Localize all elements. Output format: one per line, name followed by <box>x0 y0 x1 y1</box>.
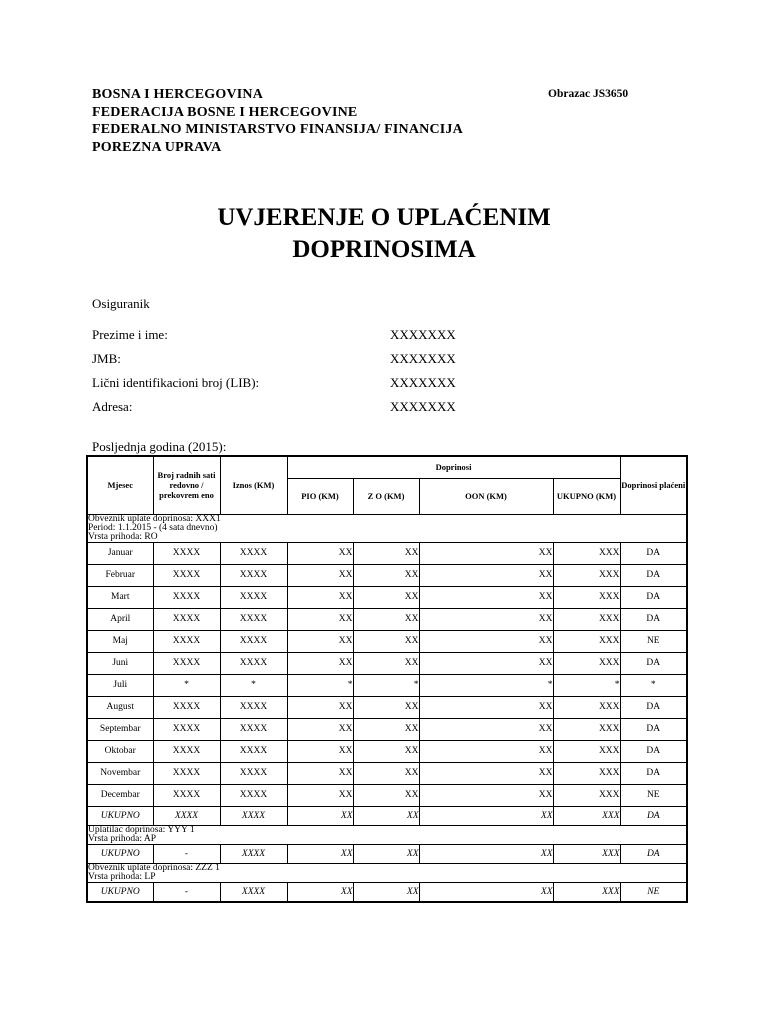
zo-cell: XX <box>353 762 419 784</box>
total-cell: XXX <box>553 696 620 718</box>
title-line-1: UVJERENJE O UPLAĆENIM <box>217 204 551 231</box>
pio-cell: XX <box>287 762 353 784</box>
hours-cell: XXXX <box>153 762 220 784</box>
paid-cell: DA <box>620 740 687 762</box>
hours-cell: - <box>153 882 220 902</box>
paid-cell: NE <box>620 784 687 806</box>
total-cell: XXX <box>553 586 620 608</box>
zo-cell: XX <box>353 882 419 902</box>
zo-cell: XX <box>353 630 419 652</box>
amount-cell: XXXX <box>220 630 287 652</box>
header-pio: PIO (KM) <box>287 478 353 514</box>
month-cell: Januar <box>87 542 153 564</box>
zo-cell: XX <box>353 652 419 674</box>
hours-cell: XXXX <box>153 718 220 740</box>
oon-cell: XX <box>419 844 553 863</box>
payer-info-line: Vrsta prihoda: RO <box>88 531 158 542</box>
hours-cell: XXXX <box>153 586 220 608</box>
zo-cell: XX <box>353 784 419 806</box>
paid-cell: DA <box>620 652 687 674</box>
oon-cell: XX <box>419 718 553 740</box>
section-1-total-row <box>87 806 687 825</box>
month-cell: UKUPNO <box>87 844 153 863</box>
month-cell: UKUPNO <box>87 806 153 825</box>
payer-info <box>87 863 687 882</box>
oon-cell: XX <box>419 696 553 718</box>
payer-info <box>87 514 687 542</box>
zo-cell: XX <box>353 844 419 863</box>
month-row <box>87 718 687 740</box>
hours-cell: XXXX <box>153 740 220 762</box>
hours-cell: XXXX <box>153 652 220 674</box>
total-cell: XXX <box>553 882 620 902</box>
total-cell: XXX <box>553 784 620 806</box>
insured-label: Osiguranik <box>92 296 150 311</box>
month-row <box>87 608 687 630</box>
oon-cell: XX <box>419 882 553 902</box>
hours-cell: XXXX <box>153 784 220 806</box>
amount-cell: XXXX <box>220 718 287 740</box>
month-cell: Februar <box>87 564 153 586</box>
section-2-info-row <box>87 825 687 844</box>
payer-info <box>87 825 687 844</box>
month-row <box>87 762 687 784</box>
zo-cell: XX <box>353 564 419 586</box>
total-cell: XXX <box>553 762 620 784</box>
amount-cell: * <box>220 674 287 696</box>
amount-cell: XXXX <box>220 784 287 806</box>
pio-cell: XX <box>287 882 353 902</box>
hours-cell: XXXX <box>153 564 220 586</box>
address-label: Adresa: <box>92 399 133 414</box>
month-cell: UKUPNO <box>87 882 153 902</box>
pio-cell: XX <box>287 586 353 608</box>
total-cell: XXX <box>553 740 620 762</box>
pio-cell: XX <box>287 608 353 630</box>
jmb-value: XXXXXXX <box>390 351 456 366</box>
oon-cell: XX <box>419 608 553 630</box>
payer-info-line: Period: 1.1.2015 - (4 sata dnevno) <box>88 522 218 533</box>
section-3-total-row <box>87 882 687 902</box>
paid-cell: DA <box>620 542 687 564</box>
month-cell: Juli <box>87 674 153 696</box>
pio-cell: XX <box>287 718 353 740</box>
document-title <box>0 202 768 266</box>
pio-cell: XX <box>287 630 353 652</box>
header-month: Mjesec <box>87 456 153 514</box>
month-cell: Decembar <box>87 784 153 806</box>
zo-cell: * <box>353 674 419 696</box>
oon-cell: XX <box>419 542 553 564</box>
header-paid: Doprinosi plaćeni <box>620 456 687 514</box>
hours-cell: XXXX <box>153 806 220 825</box>
month-row <box>87 630 687 652</box>
paid-cell: NE <box>620 630 687 652</box>
amount-cell: XXXX <box>220 844 287 863</box>
pio-cell: XX <box>287 844 353 863</box>
pio-cell: XX <box>287 806 353 825</box>
name-label: Prezime i ime: <box>92 327 168 342</box>
pio-cell: * <box>287 674 353 696</box>
section-1-info-row <box>87 514 687 542</box>
header-line-federation: FEDERACIJA BOSNE I HERCEGOVINE <box>92 104 358 120</box>
month-row <box>87 652 687 674</box>
title-line-2: DOPRINOSIMA <box>292 236 476 263</box>
contributions-table <box>86 455 688 903</box>
amount-cell: XXXX <box>220 564 287 586</box>
paid-cell: DA <box>620 718 687 740</box>
month-cell: Oktobar <box>87 740 153 762</box>
address-value: XXXXXXX <box>390 399 456 414</box>
amount-cell: XXXX <box>220 586 287 608</box>
month-cell: Septembar <box>87 718 153 740</box>
month-row <box>87 674 687 696</box>
paid-cell: DA <box>620 564 687 586</box>
month-row <box>87 564 687 586</box>
month-cell: Juni <box>87 652 153 674</box>
month-row <box>87 542 687 564</box>
month-cell: Maj <box>87 630 153 652</box>
pio-cell: XX <box>287 652 353 674</box>
zo-cell: XX <box>353 542 419 564</box>
paid-cell: NE <box>620 882 687 902</box>
zo-cell: XX <box>353 586 419 608</box>
hours-cell: XXXX <box>153 696 220 718</box>
form-code: Obrazac JS3650 <box>548 88 629 100</box>
section-3-info-row <box>87 863 687 882</box>
header-line-ministry: FEDERALNO MINISTARSTVO FINANSIJA/ FINANCIJA <box>92 122 463 137</box>
payer-info-line: Obveznik uplate doprinosa: ZZZ 1 <box>88 862 220 873</box>
zo-cell: XX <box>353 696 419 718</box>
oon-cell: XX <box>419 806 553 825</box>
amount-cell: XXXX <box>220 542 287 564</box>
total-cell: XXX <box>553 608 620 630</box>
header-zo: Z O (KM) <box>353 478 419 514</box>
paid-cell: * <box>620 674 687 696</box>
header-total: UKUPNO (KM) <box>553 478 620 514</box>
total-cell: XXX <box>553 630 620 652</box>
total-cell: XXX <box>553 806 620 825</box>
zo-cell: XX <box>353 740 419 762</box>
month-row <box>87 586 687 608</box>
paid-cell: DA <box>620 586 687 608</box>
payer-info-line: Uplatilac doprinosa: YYY 1 <box>88 824 195 835</box>
pio-cell: XX <box>287 564 353 586</box>
hours-cell: * <box>153 674 220 696</box>
year-label: Posljednja godina (2015): <box>92 439 227 454</box>
payer-info-line: Vrsta prihoda: AP <box>88 833 157 844</box>
total-cell: XXX <box>553 652 620 674</box>
header-contributions: Doprinosi <box>287 456 620 478</box>
amount-cell: XXXX <box>220 652 287 674</box>
paid-cell: DA <box>620 844 687 863</box>
section-2-total-row <box>87 844 687 863</box>
total-cell: XXX <box>553 564 620 586</box>
month-cell: Mart <box>87 586 153 608</box>
oon-cell: XX <box>419 586 553 608</box>
paid-cell: DA <box>620 762 687 784</box>
amount-cell: XXXX <box>220 608 287 630</box>
payer-info-line: Vrsta prihoda: LP <box>88 871 156 882</box>
lib-label: Lični identifikacioni broj (LIB): <box>92 375 260 390</box>
month-cell: August <box>87 696 153 718</box>
amount-cell: XXXX <box>220 762 287 784</box>
oon-cell: XX <box>419 652 553 674</box>
header-amount: Iznos (KM) <box>220 456 287 514</box>
amount-cell: XXXX <box>220 806 287 825</box>
oon-cell: XX <box>419 784 553 806</box>
zo-cell: XX <box>353 718 419 740</box>
payer-info-line: Obveznik uplate doprinosa: XXX1 <box>88 513 221 524</box>
header-line-tax-office: POREZNA UPRAVA <box>92 139 222 155</box>
hours-cell: XXXX <box>153 630 220 652</box>
total-cell: XXX <box>553 844 620 863</box>
total-cell: * <box>553 674 620 696</box>
pio-cell: XX <box>287 696 353 718</box>
amount-cell: XXXX <box>220 740 287 762</box>
authority-header <box>92 86 463 156</box>
amount-cell: XXXX <box>220 882 287 902</box>
hours-cell: XXXX <box>153 542 220 564</box>
oon-cell: XX <box>419 762 553 784</box>
month-cell: April <box>87 608 153 630</box>
paid-cell: DA <box>620 806 687 825</box>
pio-cell: XX <box>287 784 353 806</box>
lib-value: XXXXXXX <box>390 375 456 390</box>
oon-cell: XX <box>419 564 553 586</box>
total-cell: XXX <box>553 542 620 564</box>
paid-cell: DA <box>620 696 687 718</box>
zo-cell: XX <box>353 608 419 630</box>
pio-cell: XX <box>287 542 353 564</box>
header-oon: OON (KM) <box>419 478 553 514</box>
hours-cell: XXXX <box>153 608 220 630</box>
amount-cell: XXXX <box>220 696 287 718</box>
zo-cell: XX <box>353 806 419 825</box>
pio-cell: XX <box>287 740 353 762</box>
name-value: XXXXXXX <box>390 327 456 342</box>
header-hours: Broj radnih sati redovno / prekovrem eno <box>153 456 220 514</box>
hours-cell: - <box>153 844 220 863</box>
month-cell: Novembar <box>87 762 153 784</box>
header-line-country: BOSNA I HERCEGOVINA <box>92 87 264 102</box>
month-row <box>87 740 687 762</box>
jmb-label: JMB: <box>92 351 121 366</box>
month-row <box>87 784 687 806</box>
oon-cell: XX <box>419 740 553 762</box>
oon-cell: XX <box>419 630 553 652</box>
paid-cell: DA <box>620 608 687 630</box>
oon-cell: * <box>419 674 553 696</box>
month-row <box>87 696 687 718</box>
total-cell: XXX <box>553 718 620 740</box>
